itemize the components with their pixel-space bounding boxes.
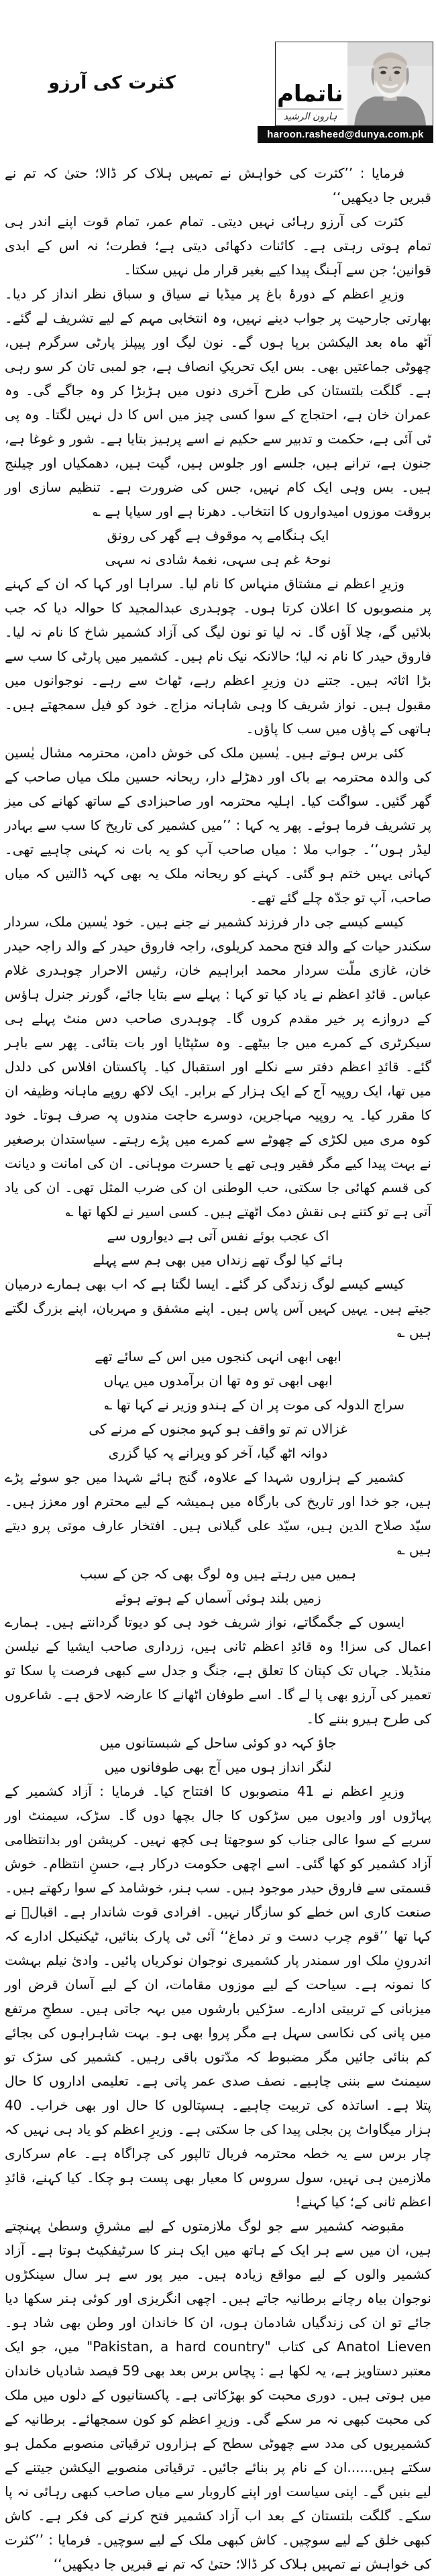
verse-line: لنگر انداز ہوں میں آج بھی طوفانوں میں xyxy=(104,1759,332,1775)
verse-line: جاؤ کہہ دو کوئی ساحل کے شبستانوں میں xyxy=(99,1735,337,1751)
author-photo xyxy=(347,42,433,125)
body-paragraph: وزیرِ اعظم نے مشتاق منہاس کا نام لیا۔ سراہا اور کہا کہ ان کے کہنے پر منصوبوں کا اعلان کرتا ہوں۔ چوہدری عبدالمجید کا حوالہ دیا کہ جب بلائیں گے، چلا آؤں گا۔ نہ لیا تو نون لیگ کی آزاد کشمیر شاخ کا نام نہ لیا۔ فاروق حیدر کا نام نہ لیا؛ حالانکہ نیک نام ہیں۔ کشمیر میں پارٹی کا سب سے بڑا اثاثہ ہیں۔ جتنے دن وزیرِ اعظم رہے، ٹھاٹ سے رہے۔ نوجوانوں میں مقبول ہیں۔ نواز شریف کا وہی شاہانہ مزاج۔ خود کو فیل سمجھتے ہیں۔ ہاتھی کے پاؤں میں سب کا پاؤں۔ xyxy=(5,576,431,737)
body-paragraph: وزیرِ اعظم نے 41 منصوبوں کا افتتاح کیا۔ فرمایا : آزاد کشمیر کے پہاڑوں اور وادیوں میں سڑکوں کا جال بچھا دوں گا۔ سڑک، سیمنٹ اور سریے کے سوا عالی جناب کو سوجھتا ہی کچھ نہیں۔ کرپشن اور بدانتظامی آزاد کشمیر کو کھا گئی۔ اسے اچھی حکومت درکار ہے، حسنِ انتظام۔ خوش قسمتی سے فاروق حیدر موجود ہیں۔ سب ہنر، خوشامد کے سوا رکھتے ہیں۔ صنعت کاری اس خطے کو سازگار نہیں۔ افرادی قوت شاندار ہے۔ اقبالؔ نے کہا تھا ’’قوم چرب دست و تر دماغ‘‘ آئی ٹی پارک بنائیں، ٹیکنیکل ادارے کہ اندرونِ ملک اور سمندر پار کشمیری نوجوان نوکریاں پائیں۔ وادیٔ نیلم بہشت کا نمونہ ہے۔ سیاحت کے لیے موزوں مقامات، ان کے لیے آسان قرض اور میزبانی کے تربیتی ادارے۔ سڑکیں بارشوں میں بہہ جاتی ہیں۔ سطحِ مرتفع میں پانی کی نکاسی سہل ہے مگر پروا بھی ہو۔ بہت شاہراہوں کی بجائے کم بنائی جائیں مگر مضبوط کہ مدّتوں باقی رہیں۔ کشمیر کی سڑک تو سیمنٹ سے بننی چاہیے۔ نصف صدی عمر پاتی ہے۔ تعلیمی اداروں کا حال پتلا ہے۔ اساتذہ کی تربیت چاہیے۔ ہسپتالوں کا حال اور بھی خراب۔ 40 ہزار میگاواٹ پن بجلی پیدا کی جا سکتی ہے۔ وزیرِ اعظم کو یاد ہی نہیں کہ چار برس سے یہ خطہ محترمہ فریال تالپور کی چراگاہ ہے۔ عام سرکاری ملازمین ہی نہیں، سول سروس کا معیار بھی پست ہو چکا۔ کیا کہنے، قائدِ اعظم ثانی کے؛ کیا کہنے! xyxy=(5,1783,431,2210)
verse-line: ابھی ابھی تو وہ تھا ان برآمدوں میں یہاں xyxy=(103,1373,333,1389)
poetry-couplet xyxy=(5,1731,431,1779)
article-title: کثرت کی آرزو xyxy=(48,72,176,93)
verse-line: ابھی ابھی انہی کنجوں میں اس کے سائے تھے xyxy=(95,1348,341,1364)
author-name: ہارون الرشید xyxy=(283,111,337,122)
poetry-couplet xyxy=(5,523,431,572)
poetry-couplet xyxy=(5,1344,431,1393)
poetry-couplet xyxy=(5,1224,431,1272)
body-paragraph: کئی برس ہوتے ہیں۔ یٰسین ملک کی خوش دامن، محترمہ مشال یٰسین کی والدہ محترمہ بے باک اور دھڑلے دار، ریحانہ حسین ملک میاں صاحب کے گھر گئیں۔ سواگت کیا۔ اہلیہ محترمہ اور صاحبزادی کے ساتھ کھانے کی میز پر تشریف فرما ہوئے۔ پھر یہ کہا : ’’میں کشمیر کی تاریخ کا سب سے بہادر لیڈر ہوں‘‘۔ جواب ملا : میاں صاحب آپ کو یہ بات نہ کہنی چاہیے تھی۔ کہانی یہیں ختم ہو گئی۔ کہنے کو ریحانہ ملک یہ بھی کہہ ڈالتیں کہ میاں صاحب، آپ تو جدّہ چلے گئے تھے۔ xyxy=(5,745,431,906)
body-paragraph: سراج الدولہ کی موت پر ان کے ہندو وزیر نے کہا تھا ؎ xyxy=(104,1397,404,1413)
column-logo-text: ناتمام xyxy=(277,80,343,108)
article-body xyxy=(5,161,431,2572)
verse-line: ایک ہنگامے پہ موقوف ہے گھر کی رونق xyxy=(107,527,329,543)
body-paragraph: فرمایا : ’’کثرت کی خواہش نے تمہیں ہلاک کر ڈالا؛ حتیٰ کہ تم نے قبریں جا دیکھیں‘‘ xyxy=(5,165,431,205)
body-paragraph: کیسے کیسے جی دار فرزند کشمیر نے جنے ہیں۔ خود یٰسین ملک، سردار سکندر حیات کے والد فتح محمد کریلوی، راجہ فاروق حیدر کے والد راجہ حیدر خان، غازی ملّت سردار محمد ابراہیم خان، رئیس الاحرار چوہدری غلام عباس۔ قائدِ اعظم نے یاد کیا تو کہا : پہلے سے بتایا جائے، گورنر جنرل ہاؤس کے دروازے پر خیر مقدم کروں گا۔ چوہدری صاحب دس منٹ پہلے ہی سیکرٹری کے کمرے میں جا بیٹھے۔ وہ سٹپٹایا اور بات بتائی۔ پھر سے باہر گئے۔ قائدِ اعظم دفتر سے نکلے اور استقبال کیا۔ پاکستان افلاس کی دلدل میں تھا، ایک روپیہ آج کے ایک ہزار کے برابر۔ ایک لاکھ روپے ماہانہ وظیفہ ان کا مقرر کیا۔ یہ روپیہ مہاجرین، دوسرے حاجت مندوں پہ صرف ہوتا۔ خود کوہ مری میں لکڑی کے چھوٹے سے کمرے میں پڑے رہتے۔ سیاستدان برصغیر نے بہت پیدا کیے مگر فقیر وہی تھے یا حسرت موہانی۔ ان کی امانت و دیانت کی قسم کھائی جا سکتی، حب الوطنی ان کی ضرب المثل تھی۔ ان کی یاد آتی ہے تو کتنے ہی نقش دمک اٹھتے ہیں۔ کسی اسیر نے لکھا تھا ؎ xyxy=(5,914,431,1220)
body-paragraph: کشمیر کے ہزاروں شہدا کے علاوہ، گنج ہائے شہدا میں جو سوئے پڑے ہیں، جو خدا اور تاریخ کی بارگاہ میں ہمیشہ کے لیے محترم اور معزز ہیں۔ سیّد صلاح الدین ہیں، سیّد علی گیلانی ہیں۔ افتخار عارف موتی پرو دیتے ہیں ؎ xyxy=(5,1469,431,1558)
poetry-couplet xyxy=(5,1562,431,1610)
verse-line: نوحۂ غم ہی سہی، نغمۂ شادی نہ سہی xyxy=(105,551,331,568)
masthead-left-column xyxy=(276,42,347,125)
body-paragraph: مقبوضہ کشمیر سے جو لوگ ملازمتوں کے لیے مشرقِ وسطیٰ پہنچتے ہیں، ان میں سے ہر ایک کے ہاتھ میں ایک ہنر کا سرٹیفکیٹ ہوتا ہے۔ آزاد کشمیر والوں کے لیے مواقع زیادہ ہیں۔ میر پور سے ہر سال سینکڑوں نوجوان بیاہ رچانے برطانیہ جاتے ہیں۔ اچھی انگریزی اور کوئی ہنر سکھا دیا جائے تو ان کی زندگیاں شادمان ہوں، ان کا خاندان اور وطن بھی شاد ہو۔ Anatol Lieven کی کتاب "Pakistan, a hard country" میں، جو ایک معتبر دستاویز ہے، یہ لکھا ہے : پچاس برس بعد بھی 59 فیصد شادیاں خاندان میں ہوتی ہیں۔ دوری محبت کو بھڑکاتی ہے۔ پاکستانیوں کے دلوں میں ملک کی محبت کبھی نہ مر سکے گی۔ وزیرِ اعظم کو کون سمجھائے۔ برطانیہ کے کشمیریوں کی مدد سے چھوٹی سطح کے ہزاروں ترقیاتی منصوبے مکمل ہو سکتے ہیں......ان کے نام پر بنائے جائیں۔ ترقیاتی منصوبے الیکشن جیتنے کے لیے بنیں گے۔ اپنی سیاست اور اپنے کاروبار سے میاں صاحب کبھی رہائی نہ پا سکے۔ گلگت بلتستان کے بعد اب آزاد کشمیر فتح کرنے کی فکر ہے۔ کاش کبھی خلق کے لیے سوچیں۔ کاش کبھی ملک کے لیے سوچیں۔ فرمایا : ’’کثرت کی خواہش نے تمہیں ہلاک کر ڈالا؛ حتیٰ کہ تم نے قبریں جا دیکھیں‘‘ xyxy=(5,2218,431,2572)
masthead-box xyxy=(275,42,433,126)
verse-line: زمیں بلند ہوئی آسماں کے ہوتے ہوئے xyxy=(115,1590,321,1606)
verse-line: غزالاں تم تو واقف ہو کہو مجنوں کے مرنے کی xyxy=(89,1421,347,1437)
verse-line: ہائے کیا لوگ تھے زنداں میں بھی ہم سے پہلے xyxy=(93,1252,343,1268)
verse-line: دوانہ اٹھ گیا، آخر کو ویرانے پہ کیا گزری xyxy=(108,1445,328,1461)
body-paragraph: کیسے کیسے لوگ زندگی کر گئے۔ ایسا لگتا ہے کہ اب بھی ہمارے درمیان جیتے ہیں۔ یہیں کہیں آس پاس ہیں۔ اپنے مشفق و مہربان، اپنے بزرگ لگتے ہیں ؎ xyxy=(5,1276,431,1340)
body-paragraph: کثرت کی آرزو رہائی نہیں دیتی۔ تمام عمر، تمام قوت اپنے اندر ہی تمام ہوتی رہتی ہے۔ کائنات دکھائی دیتی ہے؛ فطرت؛ نہ اس کے ابدی قوانین؛ جن سے آہنگ پیدا کیے بغیر قرار مل نہیں سکتا۔ xyxy=(5,213,431,278)
email-bar xyxy=(258,126,433,143)
verse-line: اک عجب بوئے نفس آتی ہے دیواروں سے xyxy=(107,1228,329,1244)
body-paragraph: ایسوں کے جگمگاتے، نواز شریف خود ہی کو دیوتا گردانتے ہیں۔ ہمارے اعمال کی سزا! وہ قائدِ اعظم ثانی ہیں، زرداری صاحب ایشیا کے نیلسن منڈیلا۔ جہاں تک کپتان کا تعلق ہے، جنگ و جدل سے کبھی فرصت پا سکا تو تعمیر کی آرزو بھی پا لے گا۔ اسے طوفان اٹھانے کا عارضہ لاحق ہے۔ شاعروں کی طرح ہیرو بننے کا۔ xyxy=(5,1614,431,1727)
author-portrait-graphic xyxy=(347,42,433,125)
body-paragraph: وزیرِ اعظم کے دورۂ باغ پر میڈیا نے سیاق و سباق نظر انداز کر دیا۔ بھارتی جارحیت پر جواب دینے نہیں، وہ انتخابی مہم کے لیے تشریف لے گئے۔ آٹھ ماہ بعد الیکشن برپا ہوں گے۔ نون لیگ اور پیپلز پارٹی سرگرم ہیں، چھوٹی جماعتیں بھی۔ بس ایک تحریکِ انصاف ہے، جو لمبی تان کر سو رہی ہے۔ گلگت بلتستان کی طرح آخری دنوں میں ہڑبڑا کر وہ جاگے گی۔ وہ عمران خان ہے، احتجاج کے سوا کسی چیز میں اس کا دل نہیں لگتا۔ وہ پی ٹی آئی ہے، حکمت و تدبیر سے حکیم نے اسے پرہیز بتایا ہے۔ شور و غوغا ہے، جنون ہے، ترانے ہیں، جلسے اور جلوس ہیں، گیت ہیں، دھمکیاں اور چیلنج ہیں۔ بس وہی ایک کام نہیں، جس کی ضرورت ہے۔ تنظیم سازی اور بروقت موزوں امیدواروں کا انتخاب۔ دھرنا ہے اور سیاپا ہے ؎ xyxy=(5,286,431,519)
poetry-couplet xyxy=(5,1417,431,1465)
verse-line: ہمیں میں رہتے ہیں وہ لوگ بھی کہ جن کے سبب xyxy=(80,1566,356,1582)
author-email: haroon.rasheed@dunya.com.pk xyxy=(267,129,424,140)
